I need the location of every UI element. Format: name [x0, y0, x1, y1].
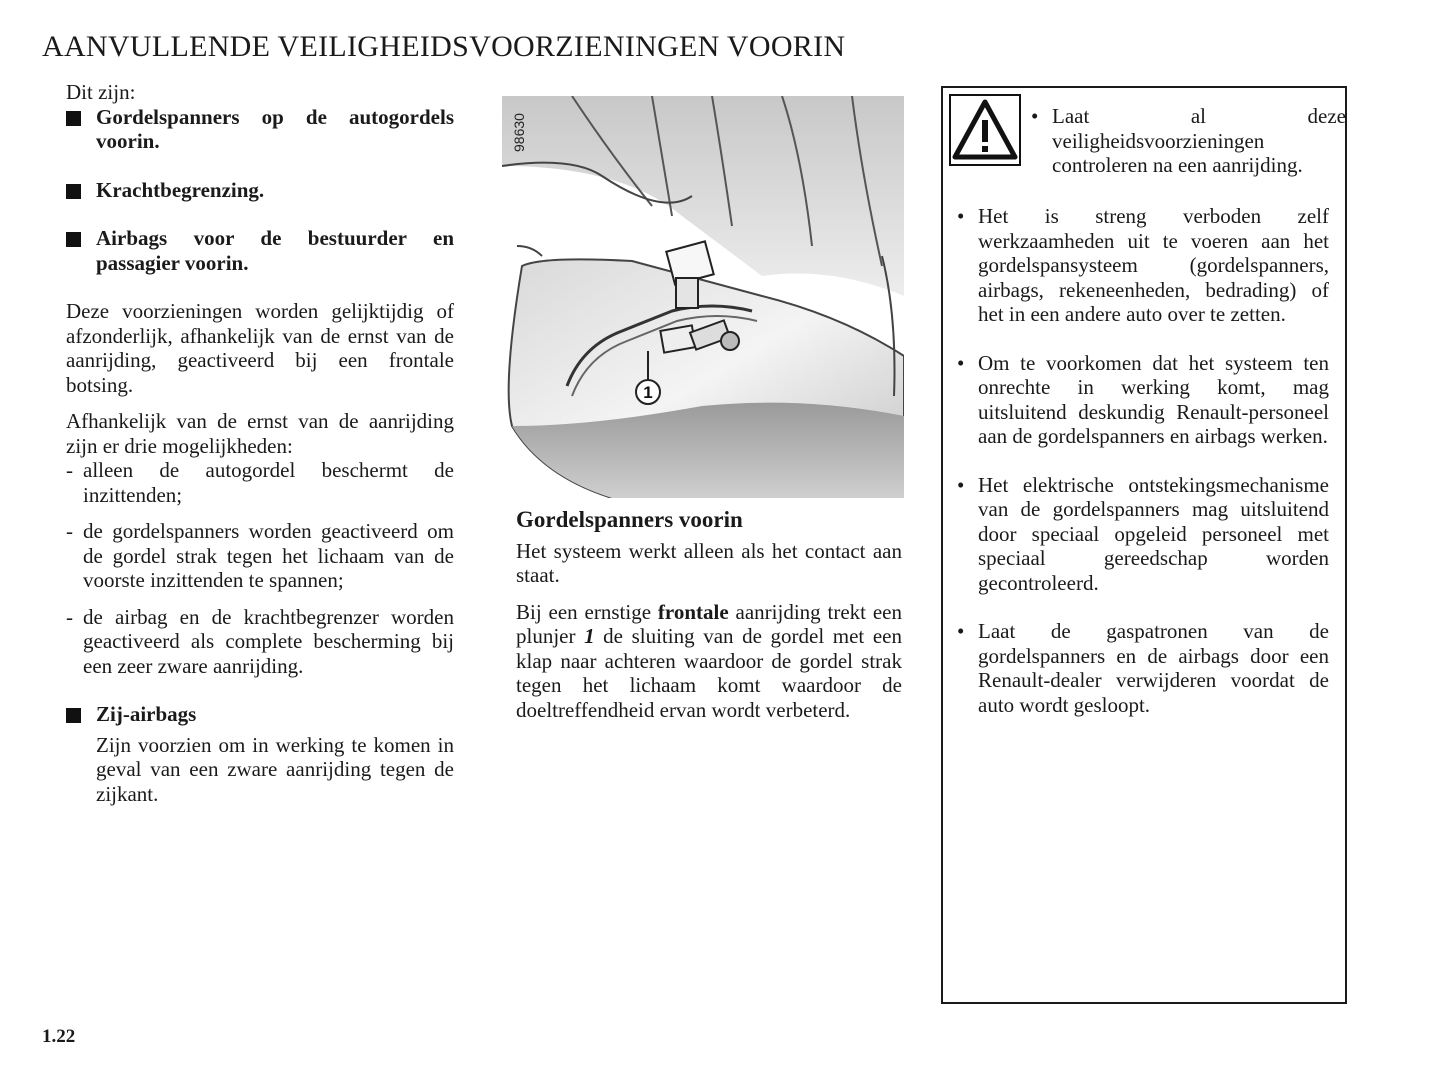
possibility-item-1: - alleen de autogordel beschermt de inzittenden; — [66, 458, 454, 507]
bullet-front-airbags: Airbags voor de bestuurder en passagier voorin. — [66, 226, 454, 275]
activation-paragraph: Deze voorzieningen worden gelijktijdig of afzonderlijk, afhankelijk van de ernst van de aanrijding, geactiveerd bij een frontale botsing. — [66, 299, 454, 397]
warning-check-text: • Laat al deze veiligheidsvoorzieningen controleren na een aanrijding. — [1031, 104, 1346, 178]
warning-box — [941, 86, 1347, 1004]
seat-pretensioner-illustration — [502, 96, 904, 498]
middle-column — [516, 508, 902, 722]
callout-1-label: 1 — [643, 383, 653, 402]
side-airbags-title: Zij-airbags — [66, 702, 454, 727]
plunger-text-a: Bij een ernstige — [516, 599, 658, 624]
warning-item-3: • Het elektrische ontstekingsmechanisme van de gordelspanners mag uitsluitend door speciaal opgeleid personeel met speciaal gereedschap worden gecontroleerd. — [957, 473, 1329, 596]
side-airbags-text: Zijn voorzien om in werking te komen in geval van een zware aanrijding tegen de zijkant. — [96, 732, 454, 806]
illustration-ref-code: 98630 — [511, 113, 527, 152]
frontale-bold: frontale — [657, 599, 729, 624]
possibility-item-2: - de gordelspanners worden geactiveerd om de gordel strak tegen het lichaam van de voorste inzittenden te spannen; — [66, 519, 454, 593]
page-title: AANVULLENDE VEILIGHEIDSVOORZIENINGEN VOORIN — [42, 30, 846, 63]
warning-item-1: • Het is streng verboden zelf werkzaamheden uit te voeren aan het gordelspansysteem (gordelspanners, airbags, rekeneenheden, bedrading) of het in een andere auto over te zetten. — [957, 204, 1329, 327]
bullet-seatbelt-pretensioners: Gordelspanners op de autogordels voorin. — [66, 105, 454, 154]
warning-item-2: • Om te voorkomen dat het systeem ten onrechte in werking komt, mag uitsluitend deskundig Renault-personeel aan de gordelspanners en airbags werken. — [957, 351, 1329, 449]
page-number: 1.22 — [42, 1026, 76, 1047]
possibilities-paragraph: Afhankelijk van de ernst van de aanrijding zijn er drie mogelijkheden: — [66, 409, 454, 458]
left-column — [66, 80, 454, 806]
intro-text: Dit zijn: — [66, 80, 136, 104]
warning-items — [957, 204, 1329, 717]
bullet-load-limiter: Krachtbegrenzing. — [66, 178, 454, 203]
warning-triangle-icon — [949, 94, 1021, 166]
plunger-number: 1 — [584, 624, 595, 648]
plunger-text-c: de sluiting van de gordel met een klap naar achteren waardoor de gordel strak tegen het lichaam komt waardoor de doeltreffendheid ervan wordt verbeterd. — [516, 624, 902, 722]
system-contact-text: Het systeem werkt alleen als het contact aan staat. — [516, 538, 902, 587]
possibility-item-3: - de airbag en de krachtbegrenzer worden geactiveerd als complete bescherming bij een zeer zware aanrijding. — [66, 605, 454, 679]
pretensioners-heading: Gordelspanners voorin — [516, 507, 743, 532]
warning-item-4: • Laat de gaspatronen van de gordelspanners en de airbags door een Renault-dealer verwijderen voordat de auto wordt gesloopt. — [957, 619, 1329, 717]
plunger-paragraph — [516, 600, 902, 723]
plunger-text-b: aanrijding trekt een plunjer — [516, 599, 903, 648]
